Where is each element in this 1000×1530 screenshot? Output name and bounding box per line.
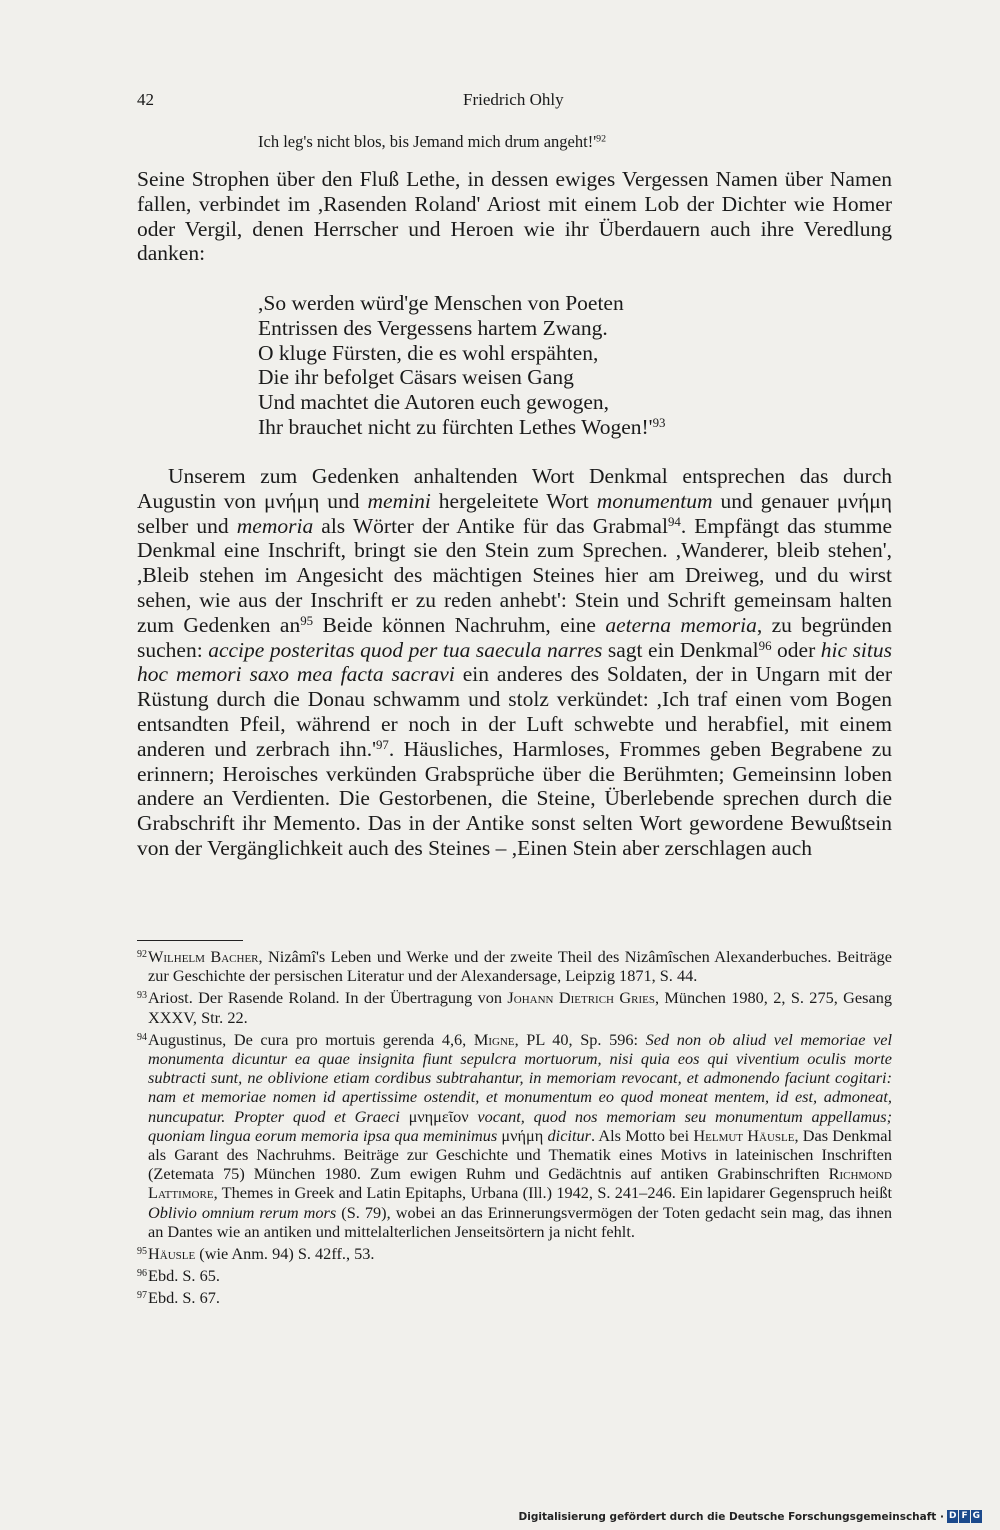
- latin-term: memoria: [236, 513, 314, 538]
- footnote-ref-95: 95: [300, 613, 314, 628]
- author-name: Helmut Häusle: [693, 1125, 795, 1145]
- footnote-94: [137, 1030, 892, 1241]
- footnote-96: [137, 1266, 892, 1285]
- footnote-number: 97: [137, 1290, 147, 1302]
- latin-quote: accipe posteritas quod per tua saecula narres: [208, 637, 603, 662]
- text-run: , zu begründen suchen:: [137, 612, 892, 662]
- latin-term: memini: [367, 488, 431, 513]
- text-run: . Häusliches, Harmloses, Frommes geben Begrabene zu erinnern; Heroisches verkünden Grabsprüche über die Berühmten; Gemeinsinn loben andere an Verdienten. Die Gestorbenen, die Steine, Überlebende sprechen durch die Grabschrift ihr Memento. Das in der Antike sonst selten Wort gewordene Bewußtsein von der Vergänglichkeit auch des Steines – ,Einen Stein aber zerschlagen auch: [137, 736, 892, 860]
- poem-line: Die ihr befolget Cäsars weisen Gang: [258, 365, 574, 390]
- latin-term: aeterna memoria: [605, 612, 757, 637]
- running-head: Friedrich Ohly: [463, 90, 564, 109]
- poem-line: Und machtet die Autoren euch gewogen,: [258, 390, 610, 415]
- text-run: und genauer: [712, 488, 837, 513]
- paragraph-2: [137, 464, 892, 861]
- footnote-text: , Themes in Greek and Latin Epitaphs, Urbana (Ill.) 1942, S. 241–246. Ein lapidarer Gegenspruch heißt: [213, 1183, 892, 1203]
- author-name: Wilhelm Bacher: [148, 947, 259, 966]
- footnote-ref-92: 92: [596, 133, 607, 145]
- latin-quote: Oblivio omnium rerum mors: [148, 1202, 337, 1222]
- text-run: hergeleitete Wort: [430, 488, 597, 513]
- text-run: Beide können Nachruhm, eine: [313, 612, 606, 637]
- footnotes: [137, 947, 892, 1311]
- footnote-text: , PL 40, Sp. 596:: [514, 1029, 646, 1049]
- footnote-ref-97: 97: [375, 737, 389, 752]
- poem-line: Entrissen des Vergessens hartem Zwang.: [258, 315, 608, 340]
- footnote-ref-93: 93: [652, 415, 666, 430]
- dfg-logo: [947, 1510, 982, 1523]
- dfg-logo-letter: F: [961, 1511, 968, 1521]
- footnote-number: 92: [137, 949, 147, 960]
- footnote-93: [137, 988, 892, 1026]
- footnote-97: [137, 1288, 892, 1307]
- dfg-logo-letter: G: [972, 1511, 980, 1521]
- poem: [258, 291, 665, 440]
- page-number: 42: [137, 90, 154, 109]
- footnote-ref-94: 94: [667, 514, 681, 529]
- latin-quote: vocant, quod nos memoriam seu monumentum appellamus; quoniam lingua eorum memoria ipsa qua meminimus: [148, 1106, 892, 1145]
- footnote-text: , Das Denkmal als Garant des Nachruhms. Beiträge zur Geschichte und Thematik eines Motivs in lateinischen Inschriften (Zetemata 75) München 1980. Zum ewigen Ruhm und Gedächtnis auf antiken Grabinschriften: [148, 1125, 892, 1184]
- greek-term: μνήμη: [264, 488, 320, 513]
- dfg-logo-letter: D: [948, 1511, 957, 1521]
- footnote-text: Augustinus, De cura pro mortuis gerenda 4,6,: [148, 1029, 474, 1049]
- lead-verse: [258, 132, 606, 152]
- text-run: sagt ein Denkmal: [602, 637, 759, 662]
- footnote-text: Ebd. S. 65.: [148, 1266, 220, 1286]
- text-run: und: [319, 488, 368, 513]
- footnote-text: (S. 79), wobei an das Erinnerungsvermögen der Toten gedacht sein mag, das ihnen an Dantes wie an antiken und mittelalterlichen Jenseitsörtern ja nicht fehlt.: [148, 1202, 892, 1241]
- poem-line: ,So werden würd'ge Menschen von Poeten: [258, 291, 624, 315]
- footnote-text: (wie Anm. 94) S. 42ff., 53.: [195, 1244, 375, 1264]
- author-name: Johann Dietrich Gries: [507, 988, 655, 1008]
- footnote-text: , München 1980, 2, S. 275, Gesang XXXV, Str. 22.: [148, 988, 892, 1027]
- digitization-credit: [519, 1510, 982, 1523]
- footnote-rule: [137, 940, 243, 941]
- poem-line-text: Ihr brauchet nicht zu fürchten Lethes Wogen!': [258, 414, 653, 439]
- footnote-ref-96: 96: [758, 638, 772, 653]
- latin-quote: Sed non ob aliud vel memoriae vel monumenta dicuntur ea quae insignita fiunt sepulcra mortuorum, nisi quia eos qui viventium oculis morte subtracti sunt, ne oblivione etiam cordibus subtrahantur, in memoriam revocant, et admonendo faciunt cogitari: nam et memoriae nomen id apertissime ostendit, et monumentum eo quod moneat mentem, id est, admoneat, nuncupatur. Propter quod et Graeci: [148, 1029, 893, 1126]
- footnote-text: . Als Motto bei: [590, 1125, 694, 1145]
- credit-text: Digitalisierung gefördert durch die Deutsche Forschungsgemeinschaft ·: [518, 1510, 944, 1523]
- lead-verse-text: Ich leg's nicht blos, bis Jemand mich drum angeht!': [258, 132, 597, 151]
- poem-line: O kluge Fürsten, die es wohl erspähten,: [258, 340, 599, 365]
- text-run: oder: [771, 637, 821, 662]
- footnote-95: [137, 1244, 892, 1263]
- paragraph-1: Seine Strophen über den Fluß Lethe, in dessen ewiges Vergessen Namen über Namen fallen, verbindet im ,Rasenden Roland' Ariost mit einem Lob der Dichter wie Homer oder Vergil, denen Herrscher und Heroen wie ihr Überdauern auch ihre Veredlung danken:: [137, 167, 892, 266]
- text-run: ein anderes des Soldaten, der in Ungarn mit der Rüstung durch die Donau schwamm und stolz verkündet: ,Ich traf einen vom Bogen entsandten Pfeil, während er noch in der Luft schwebte und herabfiel, mit einem anderen und zerbrach ihn.': [137, 662, 892, 761]
- author-name: Richmond Lattimore: [148, 1164, 892, 1203]
- footnote-number: 95: [137, 1246, 147, 1258]
- footnote-text: Ebd. S. 67.: [148, 1288, 220, 1308]
- greek-term: μνημεῖον: [399, 1106, 478, 1126]
- footnote-number: 96: [137, 1268, 147, 1280]
- footnote-number: 94: [137, 1031, 147, 1043]
- text-run: selber und: [137, 513, 237, 538]
- latin-quote: dicitur: [547, 1125, 591, 1145]
- footnote-92: [137, 947, 892, 985]
- text-run: als Wörter der Antike für das Grabmal: [313, 513, 668, 538]
- poem-line: [258, 415, 665, 440]
- footnote-text: Ariost. Der Rasende Roland. In der Übertragung von: [148, 988, 508, 1008]
- footnote-number: 93: [137, 990, 147, 1002]
- latin-term: monumentum: [596, 488, 713, 513]
- greek-term: μνήμη: [497, 1125, 548, 1145]
- text-run: Unserem zum Gedenken anhaltenden Wort Denkmal entsprechen das durch Augustin von: [137, 464, 892, 513]
- author-name: Häusle: [148, 1244, 196, 1264]
- author-name: Migne: [473, 1029, 515, 1049]
- latin-quote: hic situs hoc memori saxo mea facta sacravi: [137, 637, 892, 687]
- greek-term: μνήμη: [836, 488, 893, 513]
- text-run: . Empfängt das stumme Denkmal eine Inschrift, bringt sie den Stein zum Sprechen. ,Wanderer, bleib stehen', ,Bleib stehen im Angesicht des mächtigen Steines hier am Dreiweg, und du wirst sehen, wie aus der Inschrift er zu reden anhebt': Stein und Schrift gemeinsam halten zum Gedenken an: [137, 513, 892, 637]
- footnote-text: , Nizâmî's Leben und Werke und der zweite Theil des Nizâmîschen Alexanderbuches. Beiträge zur Geschichte der persischen Literatur und der Alexandersage, Leipzig 1871, S. 44.: [148, 947, 892, 986]
